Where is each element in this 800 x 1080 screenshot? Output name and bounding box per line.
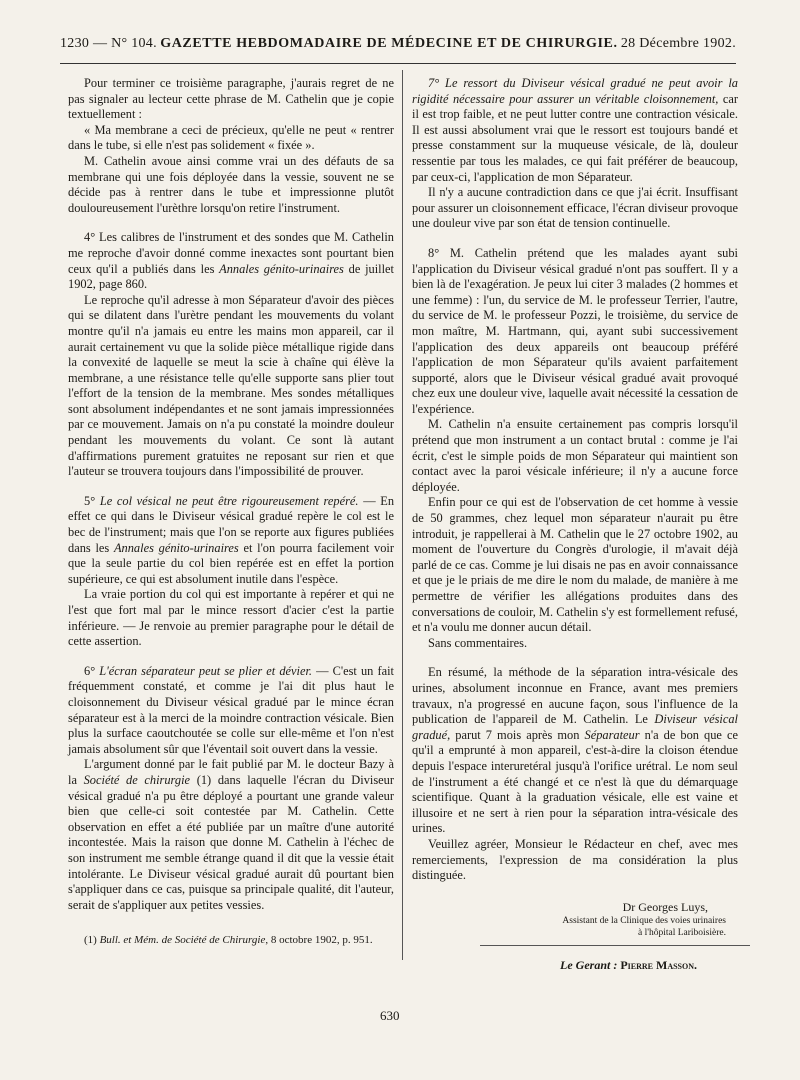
paragraph-point-6 — [68, 664, 394, 758]
italic-heading: 7° Le ressort du Diviseur vésical gradué ne peut avoir la rigidité nécessaire pour assurer un véritable cloisonnement, — [412, 76, 738, 106]
quote-paragraph: « Ma membrane a ceci de précieux, qu'elle ne peut « rentrer dans le tube, si elle n'est pas solidement « fixée ». — [68, 122, 394, 153]
journal-title: GAZETTE HEBDOMADAIRE DE MÉDECINE ET DE CHIRURGIE. — [160, 36, 618, 51]
point-number: 6° — [84, 663, 100, 678]
footnote-marker: (1) — [84, 934, 100, 947]
italic-title: Annales génito-urinaires — [219, 261, 344, 276]
text-run: L'argument donné par le fait publié par M. le docteur Bazy à la — [68, 757, 394, 787]
footnote — [68, 933, 394, 947]
closing-paragraph: Veuillez agréer, Monsieur le Rédacteur en chef, avec mes remerciements, l'expression de ma considération la plus distinguée. — [412, 836, 738, 883]
affiliation-line: à l'hôpital Lariboisière. — [638, 928, 726, 939]
paragraph-point-5 — [68, 494, 394, 588]
italic-term: Séparateur — [584, 727, 640, 742]
paragraph-point-7 — [412, 76, 738, 185]
right-column — [412, 76, 738, 939]
paragraph — [68, 757, 394, 913]
page-number: 630 — [380, 1008, 400, 1023]
italic-title: Bull. et Mém. de Société de Chirurgie — [99, 934, 266, 947]
column-divider — [402, 70, 403, 960]
paragraph-point-4 — [68, 230, 394, 292]
paragraph: Le reproche qu'il adresse à mon Séparateur d'avoir des pièces qui se dilatent dans l'urètre pendant les mouvements du volant montre qu'il n'a jamais eu entre les mains mon appareil, car il aurait certainement vu que la solide pièce métallique rigide dans la convexité de laquelle se meut la scie à chaîne qui élève la membrane, a une résistance telle qu'elle supporte sans plier tout l'effort de la tension de la membrane. Mes sondes métalliques sont absolument indépendantes et ne sont jamais impressionnées par ce mouvement. Jamais on n'a pu constaté la moindre douleur pendant les mouvements du volant. Ce sont là autant d'affirmations purement gratuites ne reposant sur rien et que l'auteur se trouvera toujours dans l'impossibilité de prouver. — [68, 292, 394, 479]
italic-title: Annales génito-urinaires — [113, 540, 239, 555]
paragraph: M. Cathelin n'a ensuite certainement pas compris lorsqu'il prétend que mon instrument a un contact brutal : comme je l'ai écrit, c'est le simple poids de mon Séparateur qui maintient son contact avec la paroi vésicale inférieure; il n'y a aucune force déployée. — [412, 417, 738, 494]
italic-title: Société de chirurgie — [83, 772, 191, 787]
text-run: 4° Les calibres de l'instrument et des sondes que M. Cathelin me reproche d'avoir donné comme inexactes sont pourtant bien ceux qu'il a publiés dans les — [68, 230, 394, 276]
text-run: et l'on pourra facilement voir que la seule partie du col bien repérée est en effet la portion supérieure, ce qui est absolument inutile dans l'espèce. — [68, 540, 394, 586]
gerant-name: Pierre Masson. — [620, 958, 697, 972]
paragraph-summary — [412, 665, 738, 837]
text-run: de juillet 1902, page 860. — [68, 261, 394, 292]
text-run: car il est trop faible, et ne peut lutter contre une contraction vésicale. Il est aussi absolument vrai que le ressort est toujours bandé et presse constamment sur la muqueuse vésicale, de là, douleur ressentie par tous les malades, ce qui fait préférer de beaucoup, par ceux-ci, l'application de mon Séparateur. — [412, 91, 738, 184]
italic-heading: Le col vésical ne peut être rigoureusement repéré. — [99, 493, 359, 508]
header-page-issue: 1230 — N° 104. — [60, 36, 157, 51]
text-run: — En effet ce qui dans le Diviseur vésical gradué repère le col est le bec de l'instrument; mais que l'on se reporte aux figures publiées dans les — [68, 493, 395, 555]
header-rule — [60, 63, 736, 64]
paragraph: Il n'y a aucune contradiction dans ce que j'ai écrit. Insuffisant pour assurer un cloisonnement efficace, l'écran diviseur provoque une douleur vive par son état de tension continuelle. — [412, 185, 738, 231]
gerant-label: Le Gerant : — [560, 958, 618, 972]
text-run: n'a de bon que ce qu'il a emprunté à mon appareil, c'est-à-dire la cloison étendue depuis l'espace interuretéral jusqu'à l'orifice urétral. Le nom seul de l'instrument a été changé et ce n'est là que du démarquage scientifique. Quant à la graduation vésicale, elle est vaine et illusoire et ne sert à rien pour la séparation intra-vésicale des urines. — [412, 727, 738, 836]
paragraph: La vraie portion du col qui est importante à repérer et qui ne l'est que fort mal par le mince ressort d'acier c'est la partie inférieure. — Je renvoie au premier paragraphe pour le détail de cette assertion. — [68, 587, 394, 649]
paragraph: Sans commentaires. — [428, 635, 528, 650]
left-column — [68, 76, 394, 947]
text-run: — C'est un fait fréquemment constaté, et comme je l'ai dit plus haut le cloisonnement du Diviseur vésical gradué par le mince écran séparateur est à la merci de la moindre contraction vésicale. Bien plus la surface caoutchoutée se colle sur elle-même et l'on n'est jamais absolument sûr que l'éventail soit ouvert dans la vessie. — [68, 663, 394, 756]
affiliation-line: Assistant de la Clinique des voies urinaires — [562, 916, 726, 927]
gerant-line — [560, 958, 697, 973]
header-date: 28 Décembre 1902. — [620, 36, 736, 51]
paragraph: M. Cathelin avoue ainsi comme vrai un des défauts de sa membrane qui une fois déployée dans la vessie, souvent ne se décide pas à rentrer dans le tube et impressionne plutôt douloureusement l'urèthre lorsqu'on retire l'instrument. — [68, 153, 394, 215]
paragraph-point-8: 8° M. Cathelin prétend que les malades ayant subi l'application du Diviseur vésical gradué n'ont pas souffert. Il y a bien là de l'exagération. Je peux lui citer 3 malades (2 hommes et une femme) : l'un, du service de M. le professeur Terrier, l'autre, du service de M. le professeur Pozzi, le troisième, du service de mon maître, M. Hartmann, qui, ayant subi successivement l'application des deux appareils ont beaucoup préféré l'application de mon Séparateur qu'ils avaient parfaitement supporté, alors que le Diviseur vésical gradué avait provoqué chez eux une douleur vive, laquelle avait nécessité la cessation de l'expérience. — [412, 245, 738, 416]
italic-heading: L'écran séparateur peut se plier et dévier. — [99, 663, 313, 678]
running-header — [60, 36, 736, 62]
paragraph: Pour terminer ce troisième paragraphe, j'aurais regret de ne pas signaler au lecteur cette phrase de M. Cathelin que je copie textuellement : — [68, 76, 394, 122]
text-run: (1) dans laquelle l'écran du Diviseur vésical gradué n'a pu être déployé a pourtant une grande valeur bien que celle-ci soit contestée par M. Cathelin. Cette observation en effet a été publiée par un maître d'une autorité incontestée. Mais la raison que donne M. Cathelin à l'échec de son instrument me semble étrange quand il dit que la vessie était intolérante. Le Diviseur vésical gradué aurait dû pourtant bien s'appliquer dans ce cas, puisque sa principale qualité, dit l'auteur, serait de s'appliquer aux petites vessies. — [68, 772, 394, 912]
text-run: , 8 octobre 1902, p. 951. — [265, 934, 373, 947]
gerant-rule — [480, 945, 750, 946]
paragraph: Enfin pour ce qui est de l'observation de cet homme à vessie de 50 grammes, chez lequel mon séparateur n'aurait pu être introduit, je rappellerai à M. Cathelin que le 27 octobre 1902, au moment de l'ouverture du Congrès d'urologie, il m'avait déjà parlé de ce cas. Comme je lui disais ne pas en avoir connaissance et que je le priais de me dire le nom du malade, de manière à me permettre de vérifier les allégations produites dans des conversations de couloir, M. Cathelin s'y est formellement refusé, et n'a voulu me donner aucun détail. — [412, 495, 738, 635]
point-number: 5° — [84, 493, 100, 508]
text-run: En résumé, la méthode de la séparation intra-vésicale des urines, absolument inconnue en France, avant mes premiers travaux, n'a progressé en aucune façon, sous l'influence de la publication de l'appareil de M. Cathelin. Le — [412, 665, 738, 727]
italic-term: Diviseur vésical gradué — [412, 712, 738, 742]
text-run: , parut 7 mois après mon — [447, 727, 585, 742]
signature: Dr Georges Luys, — [622, 899, 708, 914]
